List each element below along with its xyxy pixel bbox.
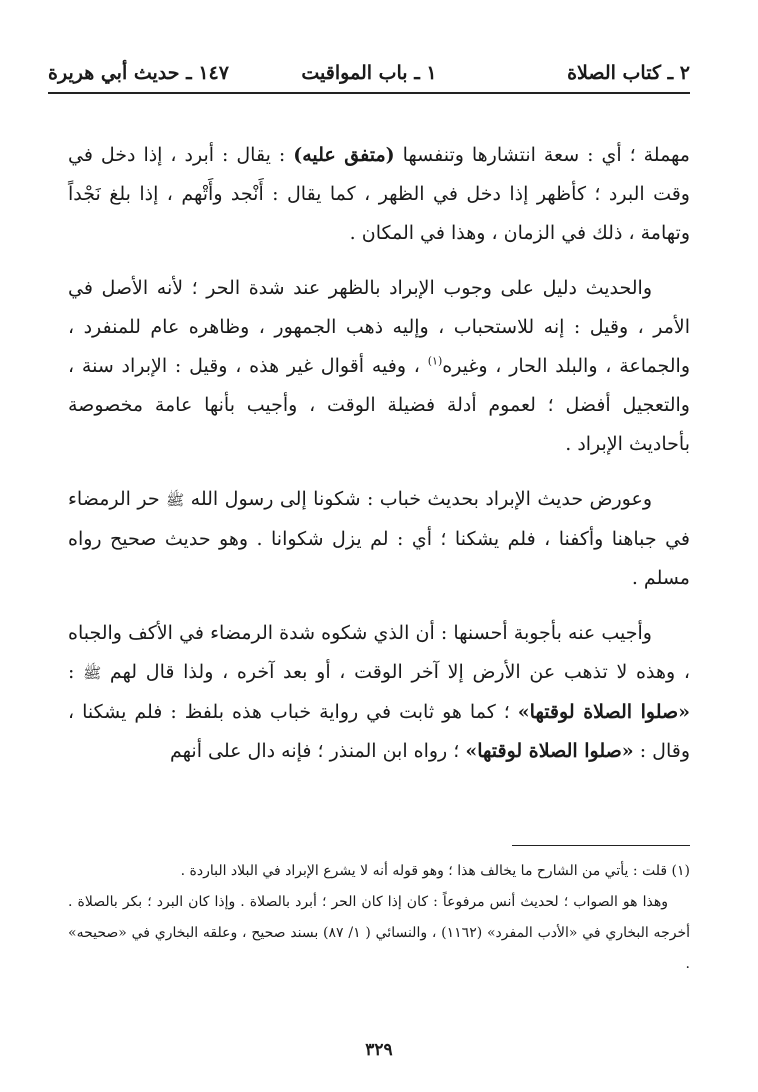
p2-text-b: ، وفيه أقوال غير هذه ، وقيل : الإبراد سنة ، والتعجيل أفضل ؛ لعموم أدلة فضيلة الوقت ، وأجيب بأنها عامة مخصوصة بأحاديث الإبراد . [68,355,690,455]
p1-text-a: مهملة ؛ أي : سعة انتشارها وتنفسها [394,144,690,166]
page-number: ٣٢٩ [365,1040,393,1060]
paragraph-3 [68,480,690,598]
muttafaq-alayh: (متفق عليه) [293,144,395,166]
footnote-1: (١) قلت : يأتي من الشارح ما يخالف هذا ؛ وهو قوله أنه لا يشرع الإبراد في البلاد الباردة . [180,863,690,879]
quote-pray-on-time-1: «صلوا الصلاة لوقتها» [517,701,690,723]
paragraph-2 [68,269,690,464]
p3-text-b: حر الرمضاء في جباهنا وأكفنا ، فلم يشكنا ؛ أي : لم يزل شكوانا . وهو حديث صحيح رواه مسلم . [68,488,690,589]
header-hadith: ١٤٧ ـ حديث أبي هريرة [48,62,229,84]
footnote-1-continued: وهذا هو الصواب ؛ لحديث أنس مرفوعاً : كان إذا كان الحر ؛ أبرد بالصلاة . وإذا كان البرد ؛ بكر بالصلاة . أخرجه البخاري في «الأدب المفرد» (١١٦٢) ، والنسائي ( ١/ ٨٧) بسند صحيح ، وعلقه البخاري في «صحيحه» . [68,894,690,972]
p4-text-a: وأجيب عنه بأجوبة أحسنها : أن الذي شكوه شدة الرمضاء في الأكف والجباه ، وهذه لا تذهب عن الأرض إلا آخر الوقت ، أو بعد آخره ، ولذا قال لهم [68,622,690,683]
paragraph-1 [68,136,690,253]
p3-text-a: وعورض حديث الإبراد بحديث خباب : شكونا إلى رسول الله [184,488,652,510]
pbuh-ligature: ﷺ [166,491,185,509]
footnote-separator [512,845,690,846]
quote-pray-on-time-2: «صلوا الصلاة لوقتها» [465,740,634,762]
paragraph-4 [68,614,690,771]
running-header [48,60,690,94]
header-chapter: ٢ ـ كتاب الصلاة [567,62,690,84]
footnote-ref-1: (١) [427,354,443,368]
p4-colon: : [68,661,84,683]
header-section: ١ ـ باب المواقيت [301,62,437,84]
main-text [68,136,690,771]
footnotes [68,856,690,980]
p1-text-b: : يقال : أبرد ، إذا دخل في وقت البرد ؛ كأظهر إذا دخل في الظهر ، كما يقال : أَنْجد وأَتْهم ، إذا بلغ نَجْداً وتهامة ، ذلك في الزمان ، وهذا في المكان . [68,144,690,244]
p4-text-b: ؛ كما هو ثابت في رواية خباب هذه بلفظ : فلم يشكنا ، وقال : [68,701,690,762]
p4-text-c: ؛ رواه ابن المنذر ؛ فإنه دال على أنهم [170,740,466,762]
p2-text-a: والحديث دليل على وجوب الإبراد بالظهر عند شدة الحر ؛ لأنه الأصل في الأمر ، وقيل : إنه للاستحباب ، وإليه ذهب الجمهور ، وظاهره عام للمنفرد ، والجماعة ، والبلد الحار ، وغيره [68,277,690,377]
pbuh-ligature-2: ﷺ [83,664,102,682]
